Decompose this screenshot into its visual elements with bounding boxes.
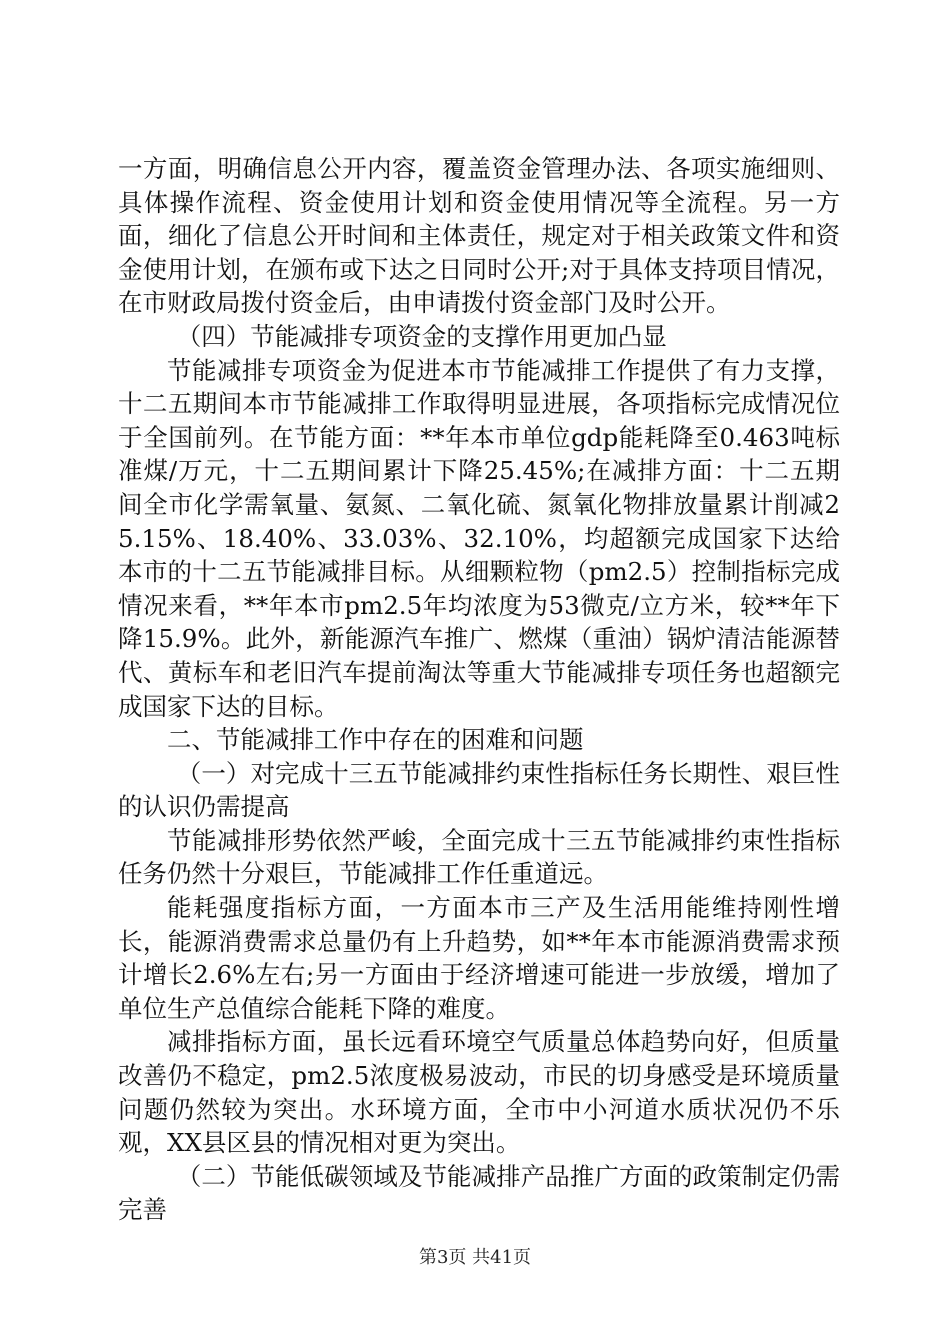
section-heading-2: （二）节能低碳领域及节能减排产品推广方面的政策制定仍需完善: [118, 1161, 840, 1225]
paragraph-situation: 节能减排形势依然严峻，全面完成十三五节能减排约束性指标任务仍然十分艰巨，节能减排工作任重道远。: [118, 825, 840, 889]
section-heading-4: （四）节能减排专项资金的支撑作用更加凸显: [176, 321, 667, 351]
paragraph-emission-targets: 减排指标方面，虽长远看环境空气质量总体趋势向好，但质量改善仍不稳定，pm2.5浓度极易波动，市民的切身感受是环境质量问题仍然较为突出。水环境方面，全市中小河道水质状况仍不乐观，XX县区县的情况相对更为突出。: [118, 1027, 840, 1158]
paragraph-energy-intensity: 能耗强度指标方面，一方面本市三产及生活用能维持刚性增长，能源消费需求总量仍有上升趋势，如**年本市能源消费需求预计增长2.6%左右;另一方面由于经济增速可能进一步放缓，增加了单位生产总值综合能耗下降的难度。: [118, 893, 840, 1023]
document-body: [118, 152, 840, 1227]
section-heading-1: （一）对完成十三五节能减排约束性指标任务长期性、艰巨性的认识仍需提高: [118, 758, 840, 822]
paragraph-info-disclosure: 一方面，明确信息公开内容，覆盖资金管理办法、各项实施细则、具体操作流程、资金使用计划和资金使用情况等全流程。另一方面，细化了信息公开时间和主体责任，规定对于相关政策文件和资金使用计划，在颁布或下达之日同时公开;对于具体支持项目情况，在市财政局拨付资金后，由申请拨付资金部门及时公开。: [118, 154, 840, 318]
paragraph-fund-support: 节能减排专项资金为促进本市节能减排工作提供了有力支撑，十二五期间本市节能减排工作取得明显进展，各项指标完成情况位于全国前列。在节能方面：**年本市单位gdp能耗降至0.463吨标准煤/万元，十二五期间累计下降25.45%;在减排方面：十二五期间全市化学需氧量、氨氮、二氧化硫、氮氧化物排放量累计削减25.15%、18.40%、33.03%、32.10%，均超额完成国家下达给本市的十二五节能减排目标。从细颗粒物（pm2.5）控制指标完成情况来看，**年本市pm2.5年均浓度为53微克/立方米，较**年下降15.9%。此外，新能源汽车推广、燃煤（重油）锅炉清洁能源替代、黄标车和老旧汽车提前淘汰等重大节能减排专项任务也超额完成国家下达的目标。: [118, 355, 840, 721]
chapter-heading-2: 二、节能减排工作中存在的困难和问题: [167, 725, 584, 755]
page-footer: 第3页 共41页: [418, 1247, 532, 1268]
